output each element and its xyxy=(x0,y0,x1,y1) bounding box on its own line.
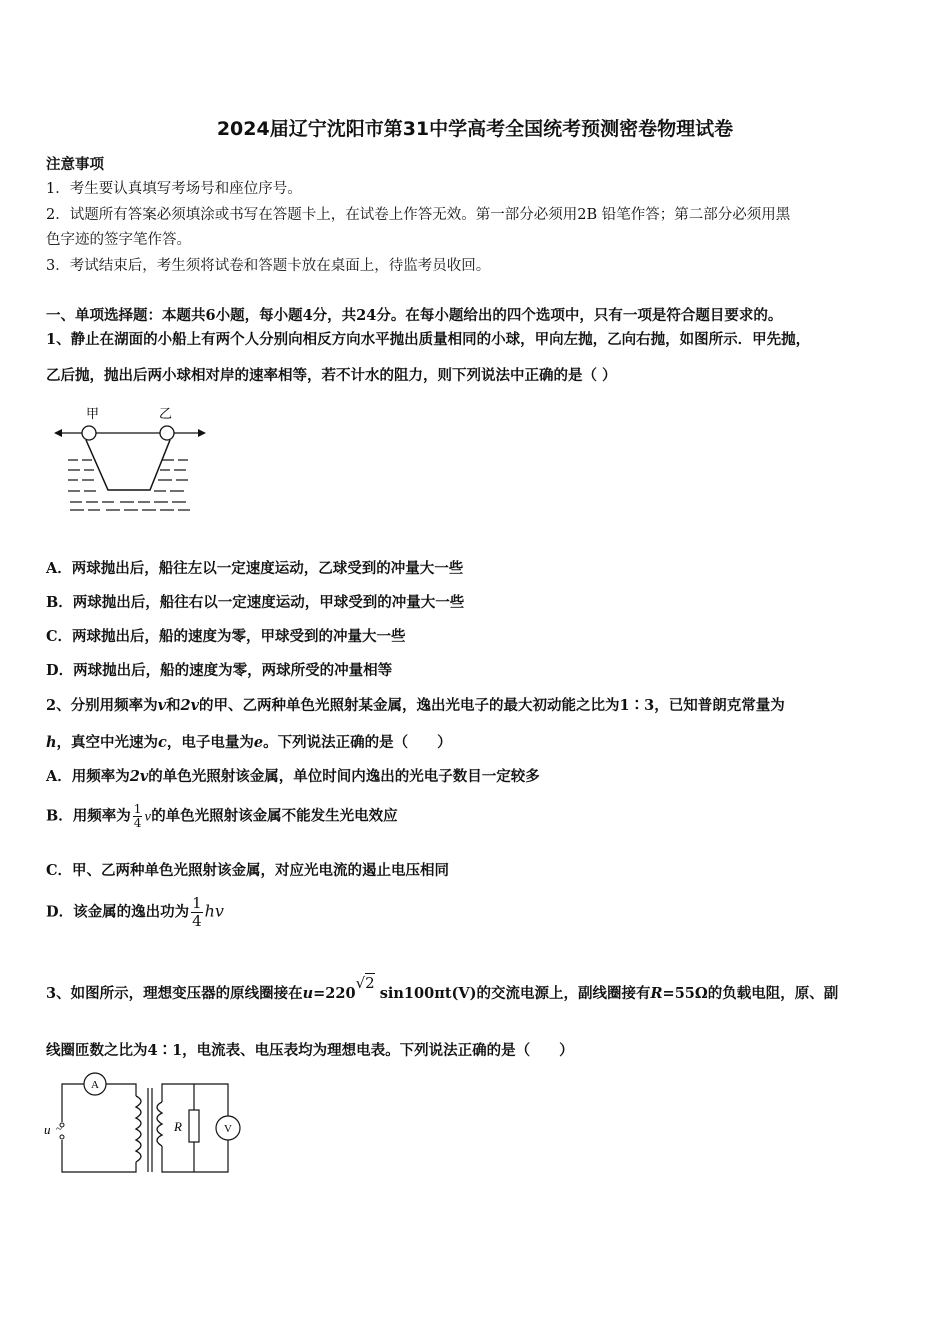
q2-fraction-quarter xyxy=(191,895,203,930)
q2-option-a-text: A．用频率为 xyxy=(46,768,130,785)
q1-option-a: A．两球抛出后，船往左以一定速度运动，乙球受到的冲量大一些 xyxy=(46,560,464,577)
q1-option-c: C．两球抛出后，船的速度为零，甲球受到的冲量大一些 xyxy=(46,628,406,645)
q2-option-b xyxy=(46,803,398,830)
q2-option-a xyxy=(46,765,540,786)
q3-primary-coil xyxy=(136,1096,141,1162)
notice-heading: 注意事项 xyxy=(46,156,104,173)
q2-option-d-text: D．该金属的逸出功为 xyxy=(46,903,190,921)
q2-stem-line2 xyxy=(46,731,452,752)
q2-symbol-2v: 2v xyxy=(180,697,200,714)
q3-sqrt-value: 2 xyxy=(365,974,375,992)
q2-symbol-c: c xyxy=(158,734,167,751)
q3-primary-wires xyxy=(62,1084,136,1172)
q2-text: 。下列说法正确的是（ ） xyxy=(263,734,452,751)
q2-symbol-2v: 2v xyxy=(129,768,149,785)
notice-item-1: 1．考生要认真填写考场号和座位序号。 xyxy=(46,181,302,197)
q2-symbol-v: v xyxy=(157,697,167,714)
q3-secondary-coil xyxy=(157,1102,162,1146)
q3-voltmeter-label: V xyxy=(224,1123,232,1135)
q1-label-jia: 甲 xyxy=(86,406,100,421)
fraction-denominator: 4 xyxy=(192,912,202,930)
q3-source-label: u xyxy=(44,1122,51,1137)
q3-stem-line2: 线圈匝数之比为4∶1，电流表、电压表均为理想电表。下列说法正确的是（ ） xyxy=(46,1042,574,1059)
fraction-numerator: 1 xyxy=(133,802,142,816)
q2-option-b-text: 的单色光照射该金属不能发生光电效应 xyxy=(151,807,398,825)
q1-stem-line1: 1、静止在湖面的小船上有两个人分别向相反方向水平抛出质量相同的小球，甲向左抛，乙向右抛，如图所示．甲先抛， xyxy=(46,331,811,348)
q2-symbol-h: h xyxy=(46,734,57,751)
q3-transformer-figure xyxy=(40,1066,260,1178)
q1-stem-line2: 乙后抛，抛出后两小球相对岸的速率相等，若不计水的阻力，则下列说法中正确的是（ ） xyxy=(46,367,617,384)
q2-symbol-e: e xyxy=(253,734,264,751)
q3-resistor xyxy=(189,1110,199,1142)
q1-option-d: D．两球抛出后，船的速度为零，两球所受的冲量相等 xyxy=(46,662,393,679)
q3-ac-symbol: ~ xyxy=(56,1123,62,1135)
q2-option-a-text: 的单色光照射该金属，单位时间内逸出的光电子数目一定较多 xyxy=(148,768,540,785)
notice-item-3: 3．考试结束后，考生须将试卷和答题卡放在桌面上，待监考员收回。 xyxy=(46,258,491,274)
q2-option-d xyxy=(46,895,224,930)
q3-stem-line1 xyxy=(46,974,839,1003)
q2-stem-line1 xyxy=(46,694,785,715)
page-title: 2024届辽宁沈阳市第31中学高考全国统考预测密卷物理试卷 xyxy=(216,118,734,140)
section-heading: 一、单项选择题：本题共6小题，每小题4分，共24分。在每小题给出的四个选项中，只有一项是符合题目要求的。 xyxy=(46,307,783,324)
q3-ammeter-label: A xyxy=(91,1079,99,1091)
q2-text: 的甲、乙两种单色光照射某金属，逸出光电子的最大初动能之比为1∶3，已知普朗克常量为 xyxy=(199,697,785,714)
q2-text: 和 xyxy=(166,697,181,714)
q3-symbol-r: R xyxy=(650,985,663,1002)
q3-resistor-label: R xyxy=(174,1119,182,1134)
q2-fraction-quarter xyxy=(133,803,143,830)
q2-text: ，电子电量为 xyxy=(166,734,254,751)
q1-right-arrow xyxy=(198,429,206,437)
q3-symbol-u: u xyxy=(302,985,314,1002)
q3-text: =220 xyxy=(313,985,356,1002)
q2-symbol-hv: hv xyxy=(204,901,224,921)
q1-option-b: B．两球抛出后，船往右以一定速度运动，甲球受到的冲量大一些 xyxy=(46,594,465,611)
q1-boat-hull xyxy=(86,440,170,490)
q2-option-b-text: B．用频率为 xyxy=(46,807,131,825)
q3-text: 3、如图所示，理想变压器的原线圈接在 xyxy=(46,985,303,1002)
q1-left-arrow xyxy=(54,429,62,437)
q1-ball-right xyxy=(160,426,174,440)
q2-text: ，真空中光速为 xyxy=(56,734,159,751)
q1-boat-figure xyxy=(50,398,210,514)
q3-text: sin100πt(V)的交流电源上，副线圈接有 xyxy=(374,985,651,1002)
notice-item-2: 2．试题所有答案必须填涂或书写在答题卡上，在试卷上作答无效。第一部分必须用2B 铅笔作答；第二部分必须用黑 xyxy=(46,207,791,223)
q2-symbol-v: v xyxy=(144,809,152,824)
q1-water-lines xyxy=(68,460,190,510)
q3-source-terminal xyxy=(60,1135,64,1139)
notice-item-2-cont: 色字迹的签字笔作答。 xyxy=(46,232,191,248)
q2-text: 2、分别用频率为 xyxy=(46,697,158,714)
q1-ball-left xyxy=(82,426,96,440)
fraction-numerator: 1 xyxy=(192,894,202,912)
q1-label-yi: 乙 xyxy=(159,406,173,421)
q3-text: =55Ω的负载电阻，原、副 xyxy=(662,985,839,1002)
q3-sqrt: √2 xyxy=(355,974,375,992)
fraction-denominator: 4 xyxy=(133,816,142,830)
q2-option-c: C．甲、乙两种单色光照射该金属，对应光电流的遏止电压相同 xyxy=(46,862,450,879)
